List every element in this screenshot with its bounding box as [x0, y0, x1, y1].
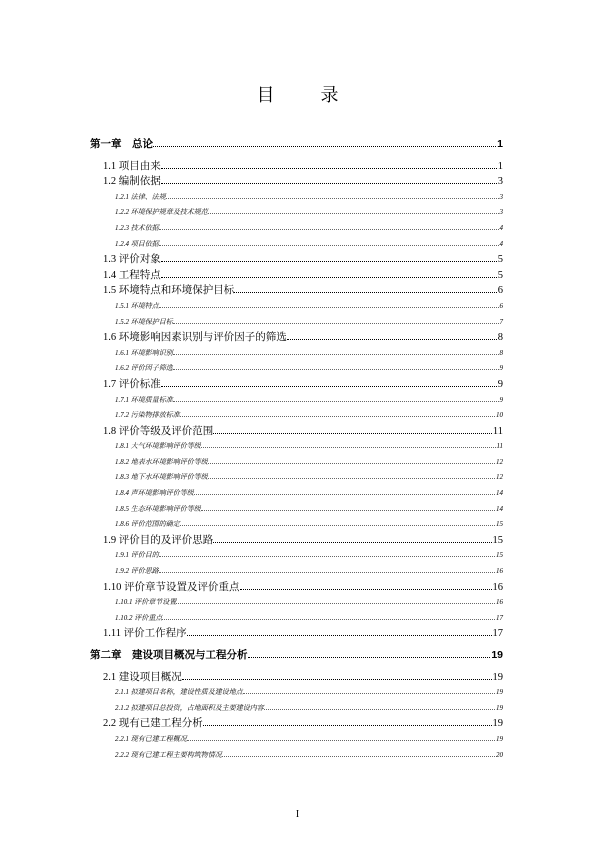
toc-subsection-entry[interactable]: [90, 595, 503, 611]
toc-entry-title: 1.8.6 评价范围的确定: [115, 520, 180, 529]
dot-leader: [159, 245, 499, 246]
toc-subsection-entry[interactable]: [90, 732, 503, 748]
dot-leader: [159, 572, 495, 573]
toc-entry-title: 1.6.2 评价因子筛选: [115, 364, 173, 373]
dot-leader: [187, 635, 492, 636]
dot-leader: [166, 198, 499, 199]
toc-subsection-entry[interactable]: [90, 346, 503, 362]
toc-entry-title: 2.1 建设项目概况: [103, 671, 182, 683]
toc-entry-page-number: 6: [499, 301, 503, 310]
toc-entry-title: 1.9.1 评价目的: [115, 551, 159, 560]
toc-subsection-entry[interactable]: [90, 408, 503, 424]
dot-leader: [159, 229, 499, 230]
dot-leader: [173, 323, 499, 324]
dot-leader: [243, 693, 495, 694]
dot-leader: [161, 261, 497, 262]
toc-subsection-entry[interactable]: [90, 502, 503, 518]
toc-entry-page-number: 9: [497, 378, 503, 390]
toc-entry-page-number: 19: [492, 671, 503, 683]
dot-leader: [264, 709, 495, 710]
dot-leader: [161, 277, 497, 278]
toc-entry-page-number: 15: [496, 520, 503, 529]
toc-entry-page-number: 19: [496, 703, 503, 712]
toc-entry-page-number: 8: [497, 332, 503, 344]
toc-entry-title: 1.10.1 评价章节设置: [115, 598, 177, 607]
dot-leader: [208, 478, 495, 479]
toc-list: [90, 137, 503, 763]
dot-leader: [159, 307, 499, 308]
dot-leader: [248, 657, 491, 658]
toc-entry-page-number: 17: [496, 613, 503, 622]
dot-leader: [287, 339, 497, 340]
dot-leader: [213, 542, 491, 543]
toc-entry-page-number: 1: [497, 138, 503, 150]
toc-subsection-entry[interactable]: [90, 221, 503, 237]
toc-subsection-entry[interactable]: [90, 685, 503, 701]
toc-subsection-entry[interactable]: [90, 393, 503, 409]
toc-entry-page-number: 4: [499, 239, 503, 248]
toc-subsection-entry[interactable]: [90, 299, 503, 315]
toc-entry-page-number: 10: [496, 411, 503, 420]
dot-leader: [161, 183, 497, 184]
toc-entry-title: 1.8.5 生态环境影响评价等级: [115, 504, 201, 513]
toc-entry-page-number: 19: [496, 688, 503, 697]
dot-leader: [201, 510, 495, 511]
dot-leader: [162, 619, 495, 620]
toc-section-entry[interactable]: [90, 670, 503, 686]
toc-section-entry[interactable]: [90, 580, 503, 596]
dot-leader: [176, 603, 495, 604]
toc-subsection-entry[interactable]: [90, 315, 503, 331]
toc-subsection-entry[interactable]: [90, 548, 503, 564]
toc-entry-page-number: 19: [491, 649, 503, 661]
dot-leader: [159, 556, 495, 557]
dot-leader: [153, 146, 496, 147]
toc-entry-title: 1.2.1 法律、法规: [115, 192, 166, 201]
toc-subsection-entry[interactable]: [90, 748, 503, 764]
toc-entry-page-number: 19: [496, 734, 503, 743]
toc-entry-title: 1.2.4 项目依据: [115, 239, 159, 248]
dot-leader: [187, 740, 495, 741]
dot-leader: [161, 168, 497, 169]
toc-subsection-entry[interactable]: [90, 190, 503, 206]
toc-subsection-entry[interactable]: [90, 237, 503, 253]
toc-entry-title: 2.2.1 现有已建工程概况: [115, 734, 187, 743]
toc-entry-page-number: 16: [496, 598, 503, 607]
toc-subsection-entry[interactable]: [90, 361, 503, 377]
toc-section-entry[interactable]: [90, 330, 503, 346]
toc-entry-title: 1.5.2 环境保护目标: [115, 317, 173, 326]
toc-entry-title: 1.7 评价标准: [103, 378, 161, 390]
toc-entry-page-number: 15: [496, 551, 503, 560]
toc-entry-page-number: 9: [499, 395, 503, 404]
toc-entry-title: 1.7.1 环境质量标准: [115, 395, 173, 404]
toc-entry-title: 1.8.2 地表水环境影响评价等级: [115, 457, 208, 466]
toc-section-entry[interactable]: [90, 716, 503, 732]
toc-entry-page-number: 15: [492, 534, 503, 546]
dot-leader: [180, 525, 495, 526]
toc-entry-page-number: 16: [496, 567, 503, 576]
toc-heading: 目 录: [256, 85, 353, 105]
toc-entry-title: 1.6 环境影响因素识别与评价因子的筛选: [103, 332, 287, 344]
toc-entry-title: 1.2.3 技术依据: [115, 223, 159, 232]
toc-section-entry[interactable]: [90, 533, 503, 549]
toc-entry-page-number: 3: [499, 192, 503, 201]
toc-entry-title: 1.2.2 环境保护规章及技术规范: [115, 208, 208, 217]
toc-entry-page-number: 3: [497, 176, 503, 188]
toc-section-entry[interactable]: [90, 268, 503, 284]
dot-leader: [208, 463, 495, 464]
toc-entry-title: 2.1.2 拟建项目总投资，占地面积及主要建设内容: [115, 703, 264, 712]
toc-entry-title: 2.1.1 拟建项目名称，建设性质及建设地点: [115, 688, 243, 697]
dot-leader: [208, 213, 499, 214]
toc-entry-title: 2.2 现有已建工程分析: [103, 718, 203, 730]
dot-leader: [240, 589, 492, 590]
toc-entry-title: 2.2.2 现有已建工程主要构筑物情况: [115, 750, 222, 759]
toc-subsection-entry[interactable]: [90, 517, 503, 533]
toc-subsection-entry[interactable]: [90, 564, 503, 580]
dot-leader: [194, 494, 495, 495]
toc-entry-page-number: 5: [497, 254, 503, 266]
toc-section-entry[interactable]: [90, 424, 503, 440]
toc-entry-title: 1.6.1 环境影响识别: [115, 348, 173, 357]
toc-entry-page-number: 7: [499, 317, 503, 326]
dot-leader: [234, 292, 497, 293]
toc-entry-page-number: 14: [496, 504, 503, 513]
toc-entry-title: 1.7.2 污染物排放标准: [115, 411, 180, 420]
toc-entry-title: 1.4 工程特点: [103, 269, 161, 281]
toc-entry-title: 1.3 评价对象: [103, 254, 161, 266]
toc-entry-page-number: 1: [497, 160, 503, 172]
toc-entry-title: 1.11 评价工作程序: [103, 628, 187, 640]
toc-entry-title: 1.9 评价目的及评价思路: [103, 534, 214, 546]
dot-leader: [201, 447, 496, 448]
toc-entry-title: 1.8.4 声环境影响评价等级: [115, 489, 194, 498]
toc-entry-title: 1.8.1 大气环境影响评价等级: [115, 442, 201, 451]
toc-entry-page-number: 12: [496, 473, 503, 482]
toc-entry-page-number: 14: [496, 489, 503, 498]
toc-subsection-entry[interactable]: [90, 701, 503, 717]
toc-subsection-entry[interactable]: [90, 611, 503, 627]
toc-entry-page-number: 16: [492, 581, 503, 593]
dot-leader: [182, 679, 492, 680]
toc-section-entry[interactable]: [90, 283, 503, 299]
dot-leader: [173, 354, 499, 355]
toc-entry-title: 第二章 建设项目概况与工程分析: [90, 649, 248, 661]
toc-chapter-entry[interactable]: [90, 137, 503, 153]
toc-entry-page-number: 19: [492, 718, 503, 730]
dot-leader: [180, 416, 495, 417]
toc-entry-title: 1.10 评价章节设置及评价重点: [103, 581, 240, 593]
toc-section-entry[interactable]: [90, 377, 503, 393]
toc-entry-title: 1.5.1 环境特点: [115, 301, 159, 310]
toc-entry-title: 第一章 总论: [90, 138, 153, 150]
toc-subsection-entry[interactable]: [90, 455, 503, 471]
toc-subsection-entry[interactable]: [90, 439, 503, 455]
dot-leader: [213, 433, 492, 434]
toc-entry-page-number: 9: [499, 364, 503, 373]
toc-section-entry[interactable]: [90, 252, 503, 268]
toc-entry-page-number: 11: [492, 425, 503, 437]
toc-entry-title: 1.2 编制依据: [103, 176, 161, 188]
toc-entry-page-number: 20: [496, 750, 503, 759]
toc-section-entry[interactable]: [90, 626, 503, 642]
toc-entry-page-number: 5: [497, 269, 503, 281]
dot-leader: [173, 401, 499, 402]
toc-entry-page-number: 11: [496, 442, 503, 451]
page-number: I: [295, 809, 300, 820]
toc-entry-title: 1.10.2 评价重点: [115, 613, 163, 622]
toc-entry-title: 1.8.3 地下水环境影响评价等级: [115, 473, 208, 482]
toc-entry-title: 1.5 环境特点和环境保护目标: [103, 285, 235, 297]
toc-entry-title: 1.8 评价等级及评价范围: [103, 425, 214, 437]
toc-section-entry[interactable]: [90, 159, 503, 175]
toc-subsection-entry[interactable]: [90, 205, 503, 221]
toc-entry-page-number: 3: [499, 208, 503, 217]
toc-subsection-entry[interactable]: [90, 470, 503, 486]
dot-leader: [161, 386, 497, 387]
toc-entry-page-number: 17: [492, 628, 503, 640]
toc-entry-page-number: 12: [496, 457, 503, 466]
dot-leader: [203, 725, 492, 726]
toc-entry-title: 1.1 项目由来: [103, 160, 161, 172]
dot-leader: [173, 369, 499, 370]
toc-subsection-entry[interactable]: [90, 486, 503, 502]
toc-entry-page-number: 8: [499, 348, 503, 357]
toc-section-entry[interactable]: [90, 174, 503, 190]
toc-entry-title: 1.9.2 评价思路: [115, 567, 159, 576]
toc-chapter-entry[interactable]: [90, 648, 503, 664]
toc-entry-page-number: 4: [499, 223, 503, 232]
toc-entry-page-number: 6: [497, 285, 503, 297]
dot-leader: [222, 756, 495, 757]
